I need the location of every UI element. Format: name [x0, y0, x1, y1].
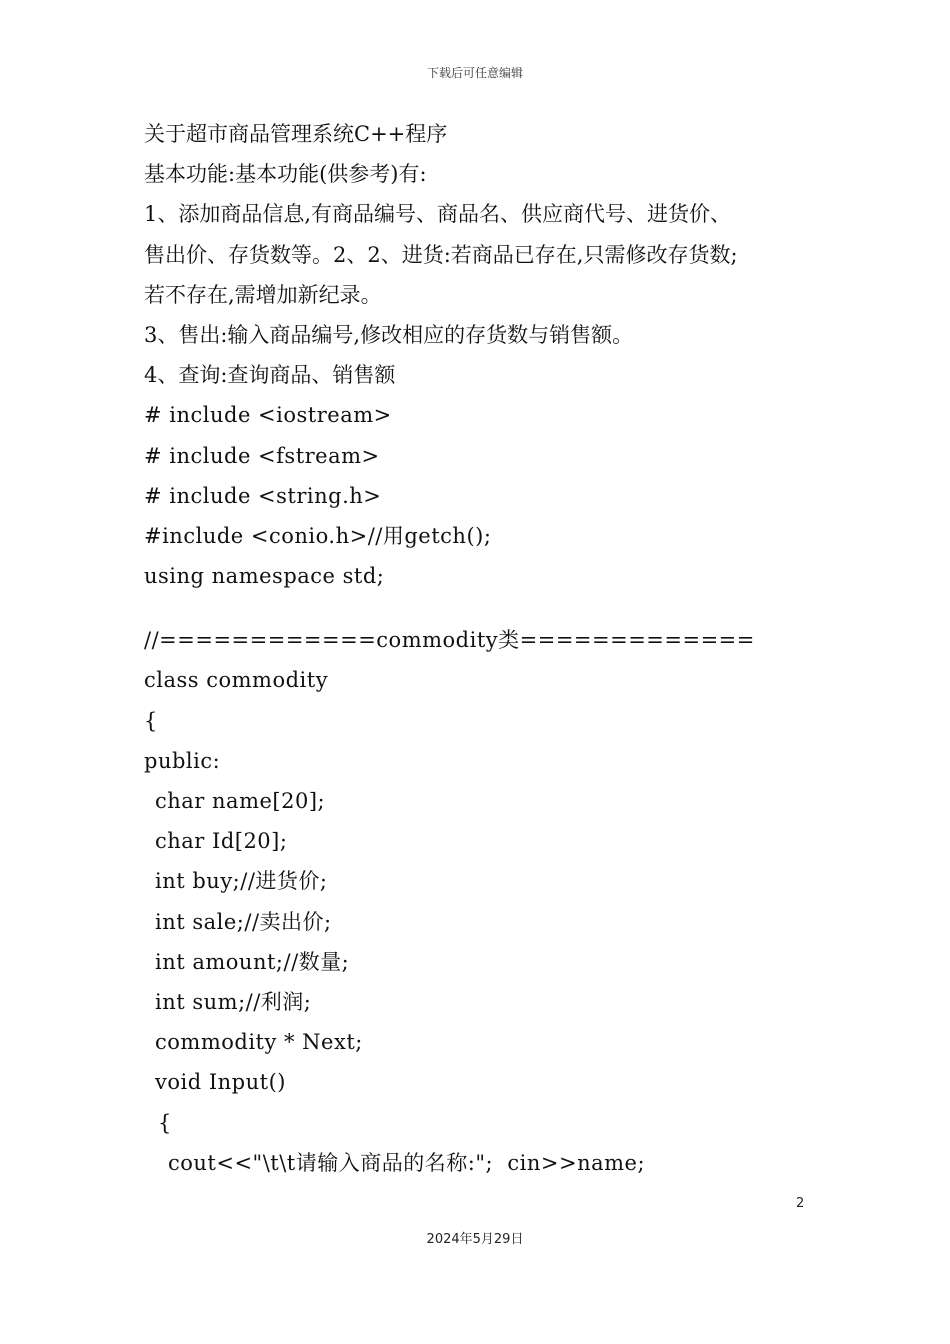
intro-line-3: 售出价、存货数等。2、2、进货:若商品已存在,只需修改存货数;: [144, 242, 738, 267]
intro-line-1: 基本功能:基本功能(供参考)有:: [144, 162, 427, 187]
code-line: class commodity: [144, 668, 329, 693]
page-number: 2: [796, 1196, 805, 1211]
document-title: 关于超市商品管理系统C++程序: [144, 122, 448, 146]
code-line: {: [144, 708, 158, 733]
code-line: int sale;//卖出价;: [155, 909, 332, 934]
code-line: using namespace std;: [144, 564, 385, 589]
code-line: {: [158, 1110, 172, 1135]
code-line: # include <string.h>: [144, 483, 382, 508]
code-line: int buy;//进货价;: [155, 869, 328, 894]
code-line: void Input(): [155, 1070, 286, 1095]
page-footer-date: 2024年5月29日: [426, 1232, 524, 1247]
code-line: public:: [144, 748, 221, 773]
intro-line-5: 3、售出:输入商品编号,修改相应的存货数与销售额。: [144, 322, 634, 347]
code-line: commodity * Next;: [155, 1030, 363, 1055]
intro-line-6: 4、查询:查询商品、销售额: [144, 363, 396, 388]
code-line: int sum;//利润;: [155, 989, 312, 1014]
page-header: 下载后可任意编辑: [426, 66, 523, 80]
blank-line: [144, 596, 824, 620]
code-line: char Id[20];: [155, 829, 288, 854]
code-line: int amount;//数量;: [155, 949, 350, 974]
code-line: cout<<"\t\t请输入商品的名称:"; cin>>name;: [168, 1150, 646, 1175]
code-line: char name[20];: [155, 789, 326, 813]
document-body: [144, 114, 824, 1183]
intro-line-2: 1、添加商品信息,有商品编号、商品名、供应商代号、进货价、: [144, 202, 732, 227]
code-line: # include <fstream>: [144, 443, 380, 468]
intro-line-4: 若不存在,需增加新纪录。: [144, 282, 382, 307]
code-line: #include <conio.h>//用getch();: [144, 523, 492, 548]
code-comment-divider: //============commodity类=============: [144, 628, 755, 653]
code-line: # include <iostream>: [144, 403, 392, 428]
